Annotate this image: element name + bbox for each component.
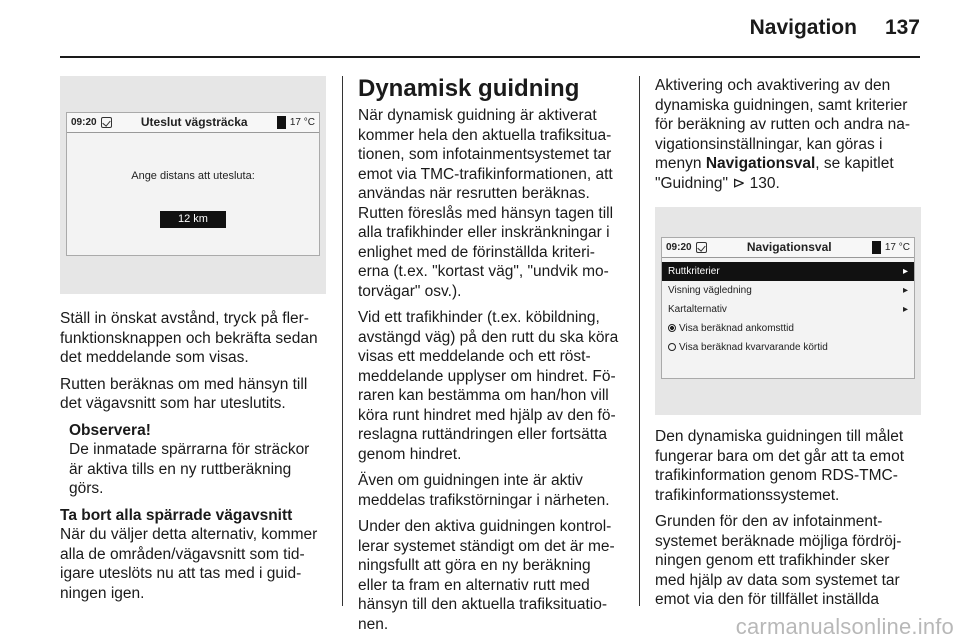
menu-item-route-criteria	[662, 262, 914, 281]
paragraph: Under den aktiva guidningen kontrol-lerar systemet ständigt om det är me-ningsfullt att göra en ny beräkning eller ta fram en alternativ rutt med hänsyn till den aktuella trafiksituatio-nen.	[358, 518, 615, 633]
chevron-right-icon: ▸	[902, 303, 908, 315]
paragraph: Den dynamiska guidningen till målet fungerar bara om det går att ta emot trafikinformation genom RDS-TMC-trafikinformationssystemet.	[655, 428, 904, 504]
screen-status-bar	[662, 238, 914, 258]
screen-title: Uteslut vägsträcka	[140, 114, 248, 129]
menu-item-remaining-time	[662, 338, 914, 357]
text-run: , se kapitlet "Guidning"	[655, 155, 894, 192]
thermometer-icon	[872, 241, 881, 254]
menu-item-label: Visa beräknad kvarvarande körtid	[679, 341, 828, 353]
radio-unselected-icon	[668, 343, 676, 351]
chevron-right-icon: ▸	[902, 284, 908, 296]
menu-item-arrival-time	[662, 319, 914, 338]
paragraph: Rutten beräknas om med hänsyn till det vägavsnitt som har uteslutits.	[60, 375, 308, 412]
menu-item-label: Kartalternativ	[668, 303, 727, 315]
screen-status-bar	[67, 113, 319, 133]
chevron-right-icon: ▸	[902, 265, 908, 277]
radio-option	[668, 338, 828, 358]
column-middle	[358, 76, 623, 641]
section-title: Ta bort alla spärrade vägavsnitt	[60, 506, 293, 524]
radio-selected-icon	[668, 324, 676, 332]
section-heading: Dynamisk guidning	[358, 75, 580, 102]
page-ref-icon: ⊳	[732, 174, 750, 192]
menu-item-label: Visa beräknad ankomsttid	[679, 322, 794, 334]
paragraph	[655, 76, 920, 193]
header-rule	[60, 56, 920, 58]
distance-prompt: Ange distans att utesluta:	[131, 170, 255, 182]
paragraph: Vid ett trafikhinder (t.ex. köbildning, avstängd väg) på den rutt du ska köra visas ett meddelande och ett röst-meddelande upplyser om hindret. Fö-raren kan bestämma om han/hon vill köra runt hindret med hjälp av den fö-reslagna ruttändringen eller fortsätta genom hindret.	[358, 309, 619, 463]
menu-item-label: Ruttkriterier	[668, 265, 720, 277]
paragraph: När dynamisk guidning är aktiverat kommer hela den aktuella trafiksitua-tionen, som infotainmentsystemet tar emot via TMC-trafikinformationen, att användas när resrutten beräknas. Rutten föreslås med hänsyn tagen till alla trafikhinder eller inskränkningar i enlighet med de förinställda kriteri-erna (t.ex. "kortast väg", "undvik mo-torvägar" osv.).	[358, 107, 614, 300]
note-box	[60, 421, 326, 499]
menu-item-label: Visning vägledning	[668, 284, 752, 296]
paragraph: När du väljer detta alternativ, kommer alla de områden/vägavsnitt som tid-igare uteslöts nu att tas med i guid-ningen igen.	[60, 526, 318, 602]
checkbox-icon	[101, 117, 112, 128]
paragraph: Grunden för den av infotainment-systemet beräknade möjliga fördröj-ningen genom ett trafikhinder sker med hjälp av data som systemet tar emot via den för tillfället inställda	[655, 513, 902, 608]
column-right	[655, 76, 920, 617]
paragraph: Ställ in önskat avstånd, tryck på fler-funktionsknappen och bekräfta sedan det meddelande som visas.	[60, 310, 318, 366]
column-left	[60, 76, 326, 610]
menu-item-map-options	[662, 300, 914, 319]
page-number: 137	[884, 16, 920, 39]
page-header	[750, 16, 920, 40]
temperature-label: 17 °C	[289, 116, 315, 128]
clock-label: 09:20	[71, 116, 97, 128]
watermark: carmanualsonline.info	[735, 614, 954, 639]
column-divider	[639, 76, 640, 606]
radio-option	[668, 319, 794, 339]
clock-label: 09:20	[666, 241, 692, 253]
column-divider	[342, 76, 343, 606]
screenshot-exclude-route	[60, 76, 326, 294]
display-screen	[661, 237, 915, 379]
temperature-label: 17 °C	[884, 241, 910, 253]
paragraph: Även om guidningen inte är aktiv meddelas trafikstörningar i närheten.	[358, 472, 610, 509]
note-text: De inmatade spärrarna för sträckor är aktiva tills en ny ruttberäkning görs.	[69, 441, 310, 497]
note-title: Observera!	[69, 421, 151, 439]
display-screen	[66, 112, 320, 256]
checkbox-icon	[696, 242, 707, 253]
distance-value: 12 km	[160, 211, 226, 228]
page-reference: 130.	[749, 174, 780, 192]
screenshot-navigation-options	[655, 207, 921, 415]
text-run: Aktivering och avaktivering av den dynamiska guidningen, samt kriterier för beräkning av rutten och andra na-vigationsinställningar, kan göras i menyn	[655, 77, 911, 172]
thermometer-icon	[277, 116, 286, 129]
header-title: Navigation	[749, 16, 857, 39]
menu-item-guidance-display	[662, 281, 914, 300]
screen-title: Navigationsval	[746, 239, 832, 254]
menu-name: Navigationsval	[705, 155, 816, 172]
